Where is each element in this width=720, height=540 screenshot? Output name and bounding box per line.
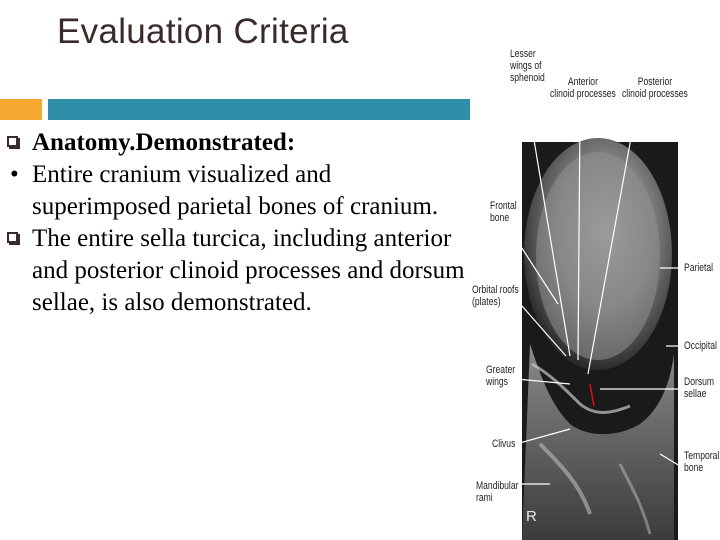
heading-text: Anatomy.Demonstrated:	[32, 129, 296, 156]
label-dorsum-sellae: Dorsum sellae	[684, 376, 715, 400]
bullet-line-1	[0, 159, 470, 223]
bullet-line-2	[0, 223, 470, 319]
accent-bar-orange	[0, 99, 42, 120]
label-orbital-roofs: Orbital roofs (plates)	[472, 284, 519, 308]
label-frontal-bone: Frontal bone	[490, 200, 517, 224]
slide-title: Evaluation Criteria	[57, 12, 349, 51]
dot-bullet-icon: •	[10, 161, 19, 188]
accent-bar-teal	[48, 99, 473, 120]
side-marker: R	[526, 508, 537, 525]
bullet-heading	[0, 127, 470, 159]
line-2-text: The entire sella turcica, including anterior and posterior clinoid processes and dorsum sellae, is also demonstrated.	[32, 225, 465, 316]
label-occipital: Occipital	[684, 340, 717, 352]
label-mandibular-rami: Mandibular rami	[476, 480, 519, 504]
label-lesser-wings: Lesser wings of sphenoid	[510, 48, 545, 84]
label-temporal-bone: Temporal bone	[684, 450, 720, 474]
square-bullet-icon	[7, 136, 18, 147]
slide-body	[0, 127, 470, 319]
skull-xray-figure	[470, 44, 720, 540]
label-greater-wings: Greater wings	[486, 364, 516, 388]
label-clivus: Clivus	[492, 438, 516, 450]
label-anterior-clinoid: Anterior clinoid processes	[550, 76, 616, 100]
line-1-text: Entire cranium visualized and superimposed parietal bones of cranium.	[32, 161, 439, 220]
label-parietal: Parietal	[684, 262, 714, 274]
label-posterior-clinoid: Posterior clinoid processes	[622, 76, 688, 100]
square-bullet-icon	[7, 232, 18, 243]
